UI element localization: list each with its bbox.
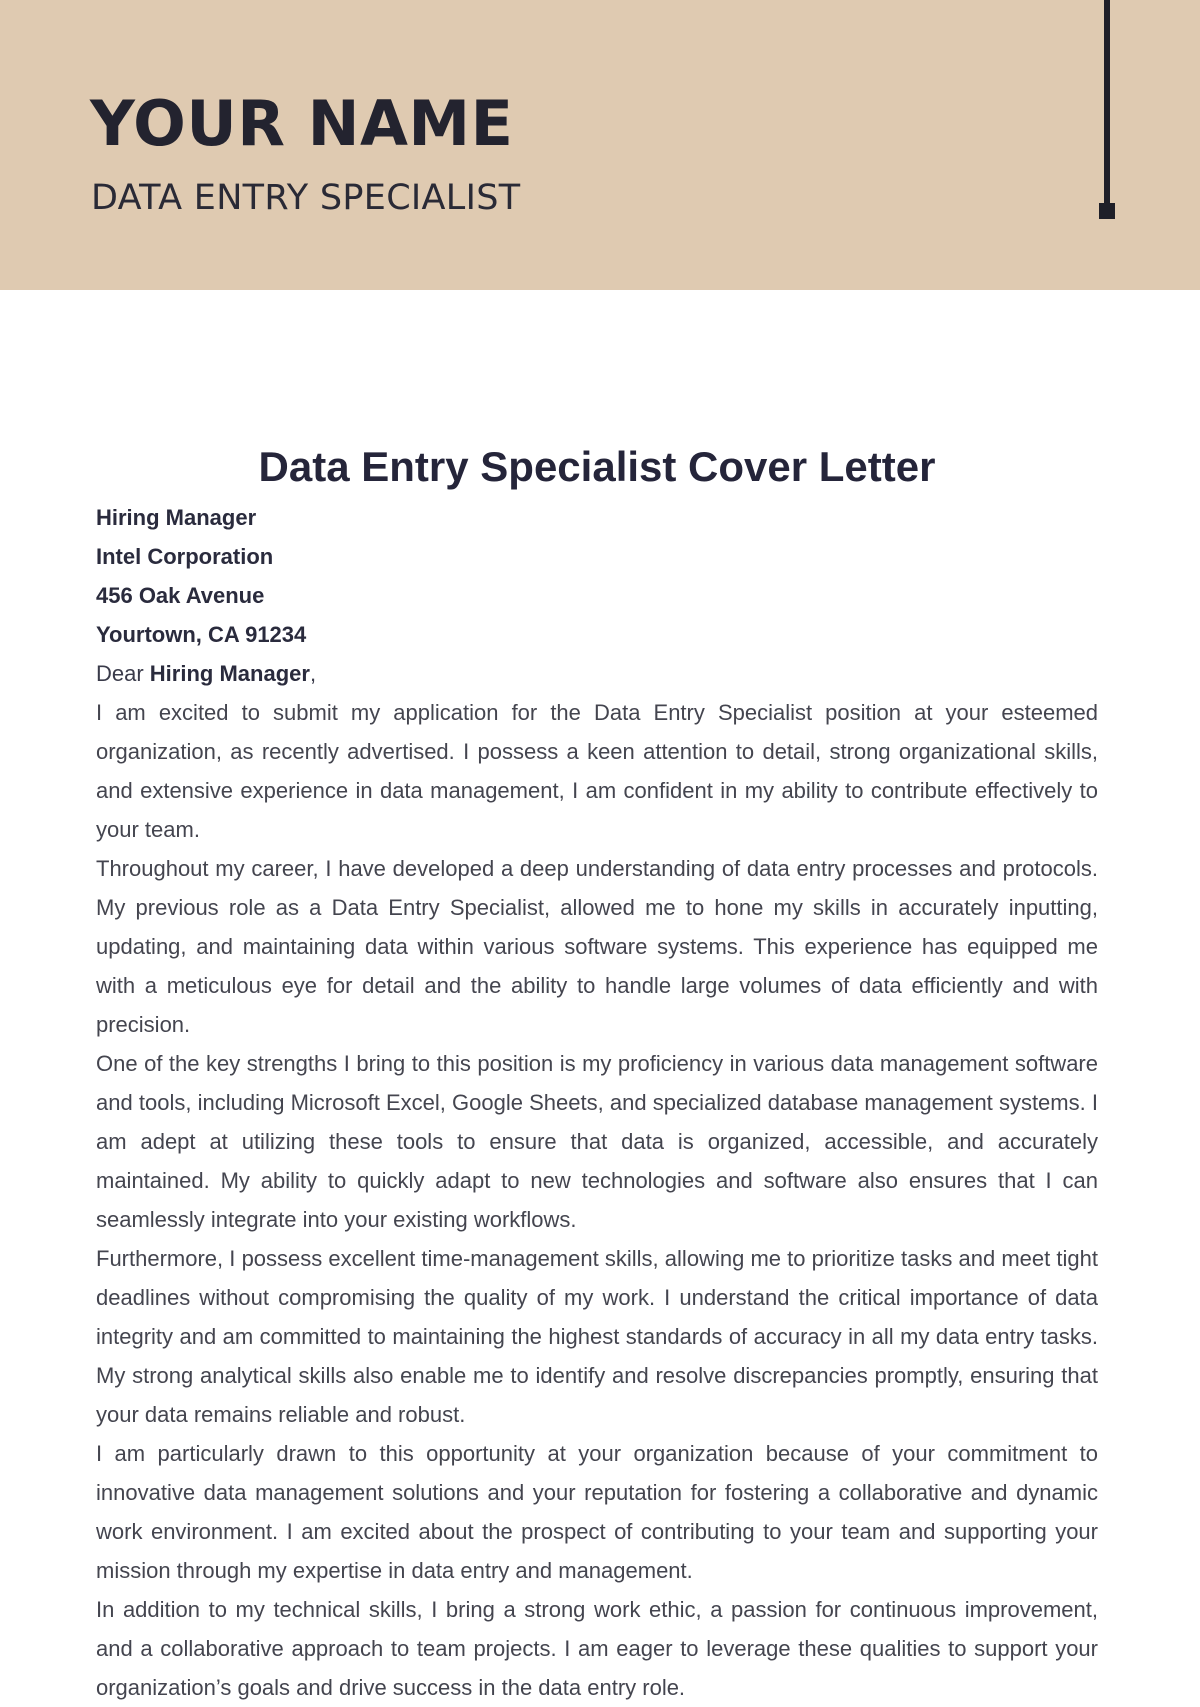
salutation-prefix: Dear: [96, 661, 150, 686]
recipient-company: Intel Corporation: [96, 544, 274, 569]
applicant-role: DATA ENTRY SPECIALIST: [91, 178, 521, 218]
recipient-street: 456 Oak Avenue: [96, 583, 265, 608]
salutation-suffix: ,: [309, 661, 317, 686]
letter-title: Data Entry Specialist Cover Letter: [258, 443, 936, 490]
decorative-vertical-line: [1104, 0, 1110, 208]
paragraph-work-ethic: In addition to my technical skills, I bring a strong work ethic, a passion for continuous improvement, and a collaborative approach to team projects. I am eager to leverage these qualities to support your organization’s goals and drive success in the data entry role.: [96, 1597, 1098, 1700]
cover-letter-body: [96, 440, 1098, 1707]
paragraph-software-skills: One of the key strengths I bring to this position is my proficiency in various data management software and tools, including Microsoft Excel, Google Sheets, and specialized database management systems. I am adept at utilizing these tools to ensure that data is organized, accessible, and accurately maintained. My ability to quickly adapt to new technologies and software also ensures that I can seamlessly integrate into your existing workflows.: [96, 1051, 1098, 1232]
decorative-line-end: [1099, 203, 1115, 219]
paragraph-introduction: I am excited to submit my application for the Data Entry Specialist position at your esteemed organization, as recently advertised. I possess a keen attention to detail, strong organizational skills, and extensive experience in data management, I am confident in my ability to contribute effectively to your team.: [96, 700, 1098, 842]
paragraph-time-management: Furthermore, I possess excellent time-management skills, allowing me to prioritize tasks and meet tight deadlines without compromising the quality of my work. I understand the critical importance of data integrity and am committed to maintaining the highest standards of accuracy in all my data entry tasks. My strong analytical skills also enable me to identify and resolve discrepancies promptly, ensuring that your data remains reliable and robust.: [96, 1246, 1098, 1427]
recipient-address-block: [96, 498, 1098, 654]
recipient-city: Yourtown, CA 91234: [96, 622, 307, 647]
paragraph-experience: Throughout my career, I have developed a deep understanding of data entry processes and protocols. My previous role as a Data Entry Specialist, allowed me to hone my skills in accurately inputting, updating, and maintaining data within various software systems. This experience has equipped me with a meticulous eye for detail and the ability to handle large volumes of data efficiently and with precision.: [96, 856, 1098, 1037]
salutation-name: Hiring Manager: [149, 661, 310, 686]
paragraph-motivation: I am particularly drawn to this opportunity at your organization because of your commitment to innovative data management solutions and your reputation for fostering a collaborative and dynamic work environment. I am excited about the prospect of contributing to your team and supporting your mission through my expertise in data entry and management.: [96, 1441, 1098, 1583]
recipient-name: Hiring Manager: [96, 505, 257, 530]
header-banner: [0, 0, 1200, 290]
applicant-name: YOUR NAME: [90, 87, 514, 160]
salutation: [96, 654, 1098, 693]
